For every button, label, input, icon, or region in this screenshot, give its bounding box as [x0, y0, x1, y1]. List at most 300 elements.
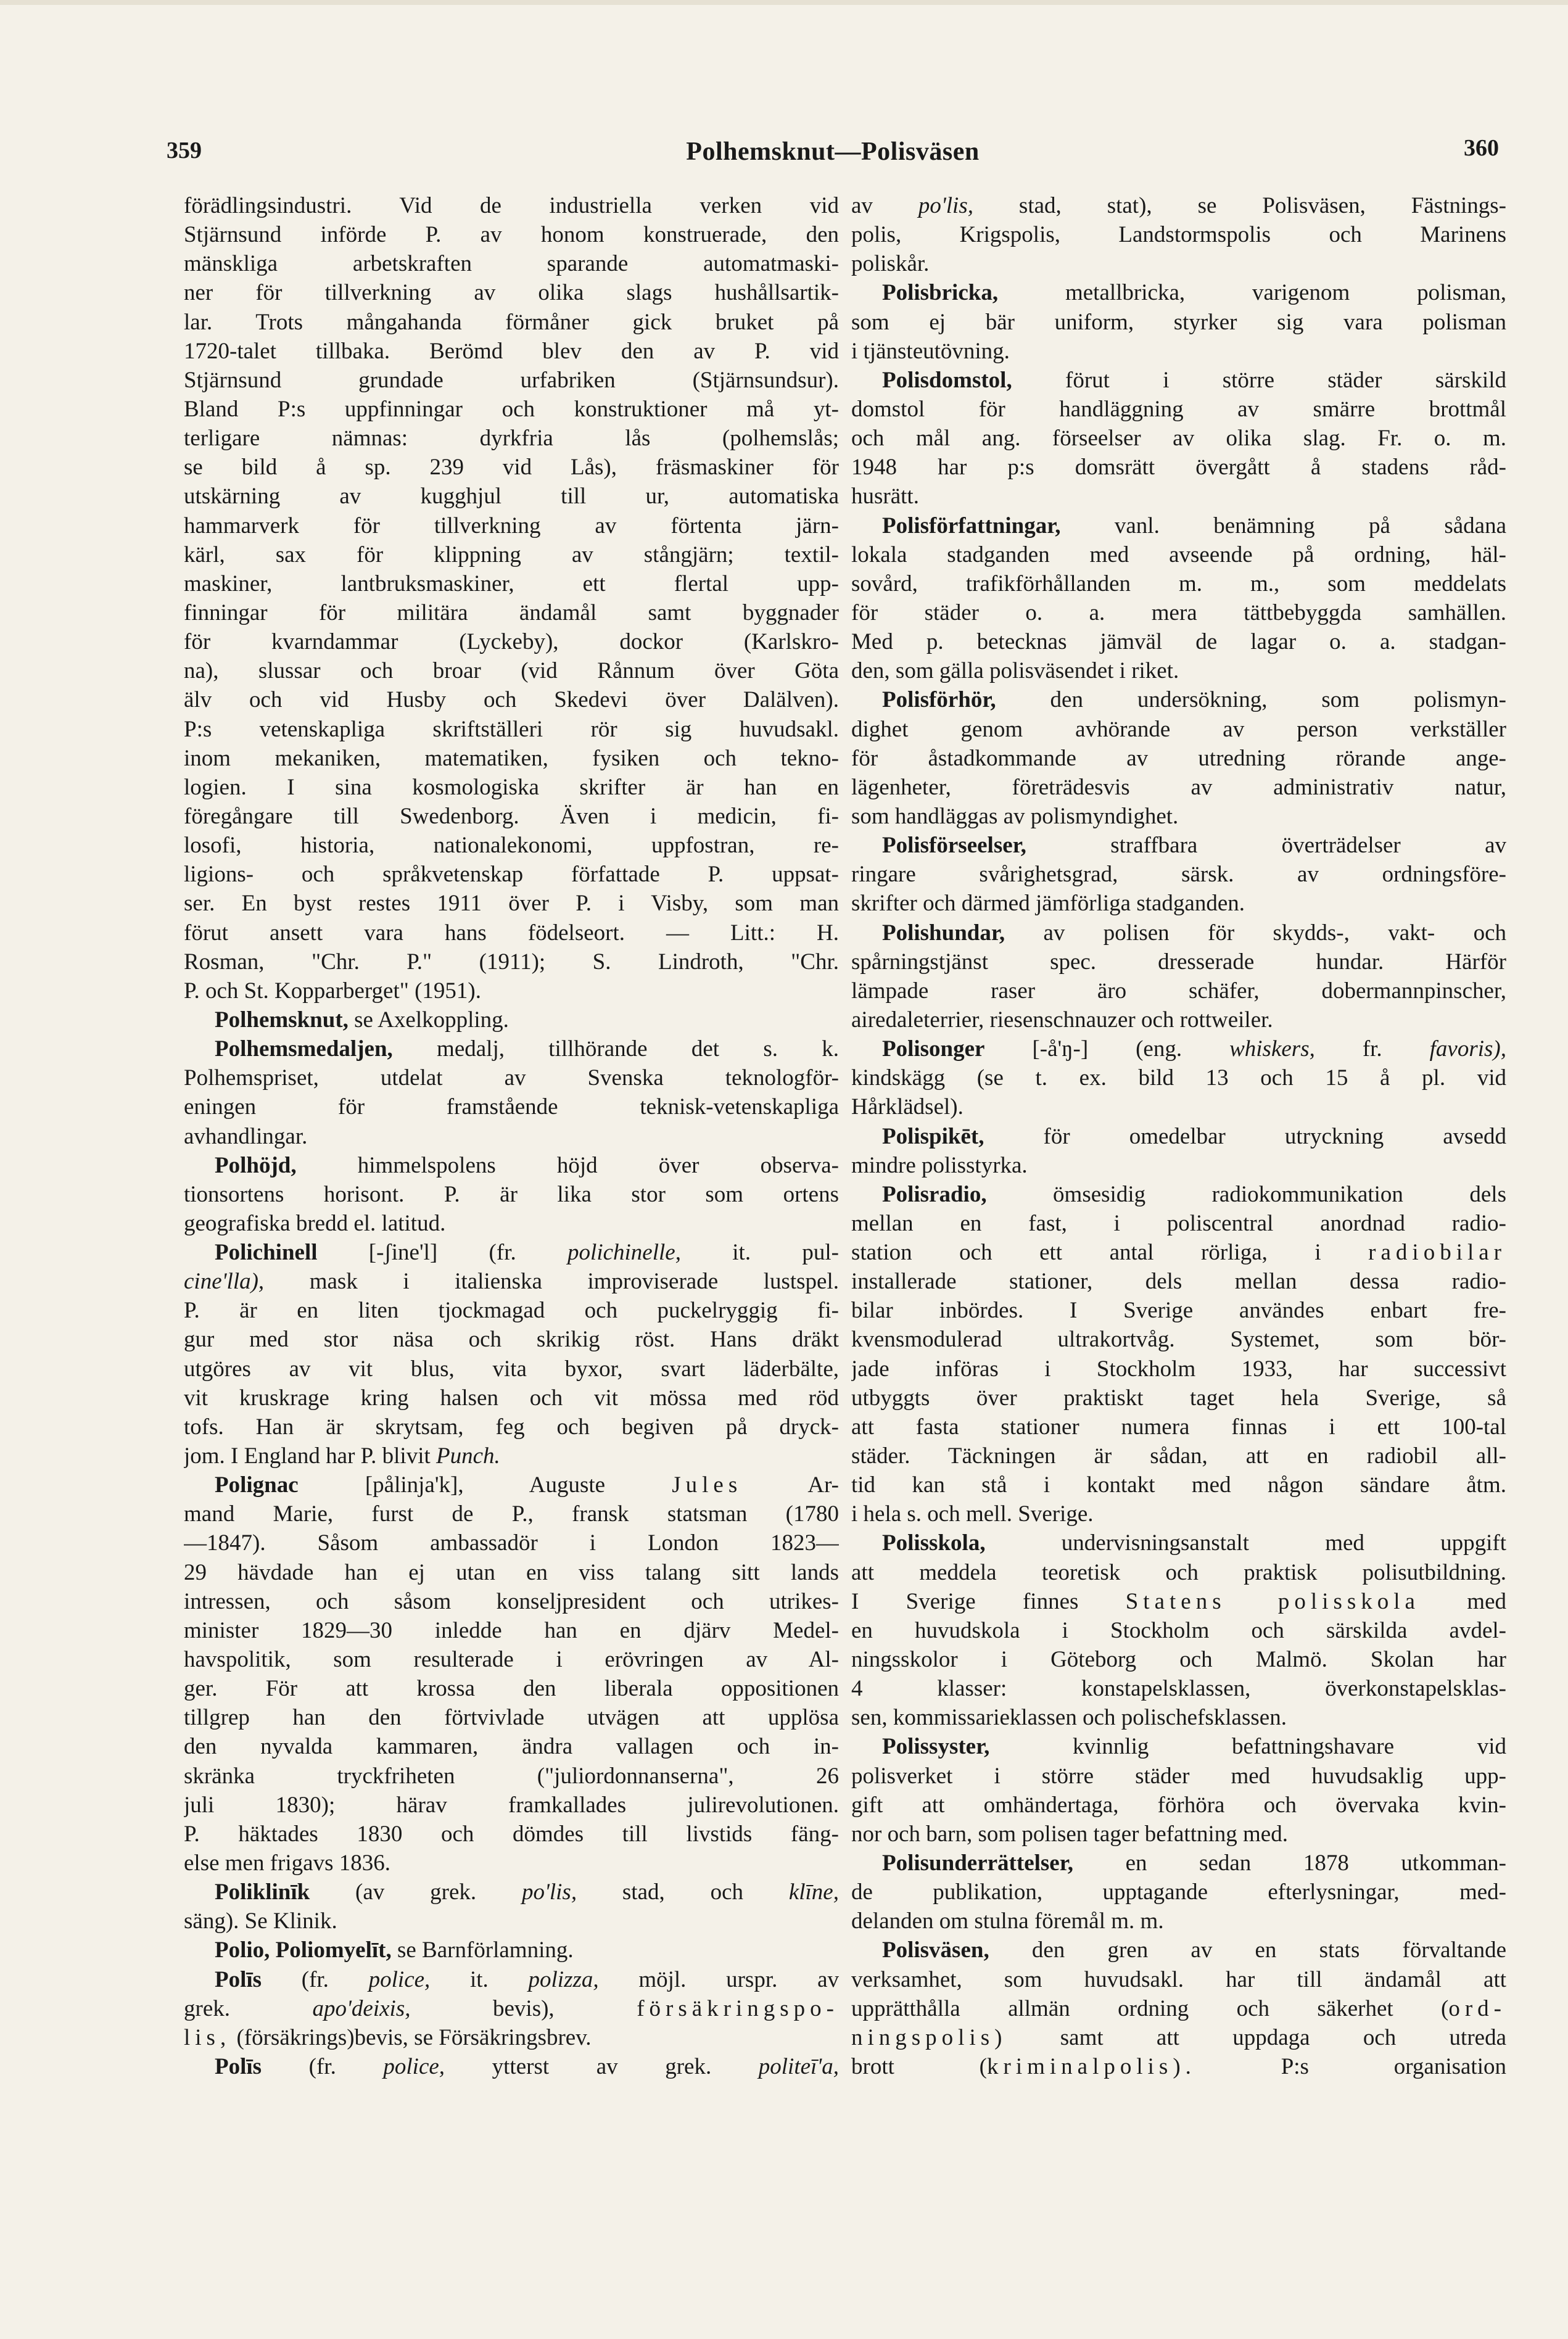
- text-run: intressen, och såsom konseljpresident och utrikes-: [184, 1588, 839, 1614]
- text-run: [-ʃine'l] (fr.: [317, 1240, 568, 1266]
- text-run: 1948 har p:s domsrätt övergått å stadens råd-: [851, 455, 1506, 481]
- entry-headword: Polisdomstol,: [882, 367, 1012, 393]
- text-line: [851, 2023, 1506, 2052]
- text-run: havspolitik, som resulterade i erövringen av Al-: [184, 1647, 839, 1673]
- text-line: [851, 1092, 1506, 1121]
- text-line: [184, 1092, 839, 1121]
- italic-term: po'lis,: [521, 1879, 577, 1905]
- text-line: [184, 1238, 839, 1267]
- text-run: P. och St. Kopparberget" (1951).: [184, 978, 481, 1004]
- text-run: (fr.: [262, 2054, 384, 2079]
- running-title: Polhemsknut—Polisväsen: [686, 138, 980, 166]
- text-run: finningar för militära ändamål samt byggnader: [184, 600, 839, 625]
- text-line: [184, 1907, 839, 1936]
- text-run: för städer o. a. mera tättbebyggda samhällen.: [851, 600, 1506, 625]
- text-run: jom. I England har P. blivit: [184, 1443, 437, 1469]
- text-line: [851, 453, 1506, 482]
- spaced-term: radiobilar: [1368, 1240, 1506, 1266]
- text-line: [184, 976, 839, 1005]
- text-run: Polhemspriset, utdelat av Svenska teknologför-: [184, 1065, 839, 1091]
- entry-headword: Polīs: [215, 2054, 262, 2079]
- text-run: en huvudskola i Stockholm och särskilda avdel-: [851, 1617, 1506, 1643]
- text-line: [851, 1296, 1506, 1325]
- text-line: [851, 308, 1506, 337]
- text-run: (fr.: [262, 1966, 369, 1992]
- text-line: [184, 1936, 839, 1965]
- text-line: [184, 1965, 839, 1994]
- text-run: städer. Täckningen är sådan, att en radiobil all-: [851, 1443, 1506, 1469]
- text-run: polis, Krigspolis, Landstormspolis och Marinens: [851, 222, 1506, 248]
- text-line: [851, 1209, 1506, 1238]
- text-line: [851, 715, 1506, 744]
- text-run: P:s organisation: [1195, 2054, 1506, 2079]
- page-top-edge: [0, 0, 1568, 5]
- entry-headword: Polīs: [215, 1966, 262, 1992]
- text-run: samt att uppdaga och utreda: [1007, 2024, 1506, 2050]
- text-run: se Barnförlamning.: [391, 1937, 574, 1963]
- text-run: airedaleterrier, riesenschnauzer och rottweiler.: [851, 1007, 1273, 1033]
- text-line: [851, 1180, 1506, 1209]
- spaced-term: försäkringspo-: [637, 1995, 839, 2021]
- text-line: [851, 1762, 1506, 1791]
- text-line: [184, 453, 839, 482]
- text-run: installerade stationer, dels mellan dessa radio-: [851, 1269, 1506, 1295]
- text-run: upprätthålla allmän ordning och säkerhet (: [851, 1995, 1449, 2021]
- text-run: fr.: [1314, 1036, 1430, 1062]
- text-run: för kvarndammar (Lyckeby), dockor (Karlskro-: [184, 629, 839, 655]
- entry-headword: Polhöjd,: [215, 1152, 297, 1178]
- text-run: delanden om stulna föremål m. m.: [851, 1908, 1164, 1934]
- text-run: med: [1419, 1588, 1506, 1614]
- entry-headword: Polisförhör,: [882, 687, 996, 713]
- spaced-term: Jules: [672, 1472, 743, 1498]
- text-run: ringare svårighetsgrad, särsk. av ordningsföre-: [851, 862, 1506, 888]
- italic-term: police,: [368, 1966, 431, 1992]
- text-line: [184, 1471, 839, 1500]
- text-line: [184, 366, 839, 395]
- text-run: förädlingsindustri. Vid de industriella verken vid: [184, 193, 839, 218]
- text-line: [184, 1878, 839, 1907]
- text-run: tionsortens horisont. P. är lika stor som ortens: [184, 1181, 839, 1207]
- text-line: [184, 1151, 839, 1180]
- text-line: [184, 889, 839, 918]
- text-line: [184, 1762, 839, 1791]
- text-run: lämpade raser äro schäfer, dobermannpinscher,: [851, 978, 1506, 1004]
- text-run: sen, kommissarieklassen och polischefsklassen.: [851, 1705, 1287, 1731]
- text-run: it.: [430, 1966, 529, 1992]
- text-line: [851, 1674, 1506, 1703]
- text-line: [184, 220, 839, 249]
- text-line: [184, 1063, 839, 1092]
- text-run: kindskägg (se t. ex. bild 13 och 15 å pl. vid: [851, 1065, 1506, 1091]
- text-line: [184, 1413, 839, 1442]
- text-line: [851, 1355, 1506, 1384]
- text-run: geografiska bredd el. latitud.: [184, 1210, 446, 1236]
- entry-headword: Polhemsknut,: [215, 1007, 349, 1033]
- text-run: grek.: [184, 1995, 313, 2021]
- text-run: stad, stat), se Polisväsen, Fästnings-: [973, 193, 1506, 218]
- text-line: [851, 656, 1506, 685]
- text-run: logien. I sina kosmologiska skrifter är han en: [184, 774, 839, 800]
- spaced-term: ningspolis): [851, 2024, 1007, 2050]
- text-run: ser. En byst restes 1911 över P. i Visby, som man: [184, 891, 839, 917]
- text-run: [-å'ŋ-] (eng.: [984, 1036, 1230, 1062]
- text-line: [851, 598, 1506, 627]
- entry-headword: Polichinell: [215, 1240, 318, 1266]
- italic-term: Punch.: [436, 1443, 500, 1469]
- italic-term: klīne,: [788, 1879, 839, 1905]
- text-line: [184, 424, 839, 453]
- entry-headword: Polishundar,: [882, 920, 1005, 946]
- text-line: [184, 1645, 839, 1674]
- text-line: [851, 1384, 1506, 1413]
- text-run: kvensmodulerad ultrakortvåg. Systemet, som bör-: [851, 1327, 1506, 1353]
- text-run: förut i större städer särskild: [1012, 367, 1506, 393]
- italic-term: whiskers,: [1229, 1036, 1315, 1062]
- text-run: dighet genom avhörande av person verkställer: [851, 716, 1506, 742]
- text-run: en sedan 1878 utkomman-: [1073, 1850, 1506, 1876]
- text-line: [851, 249, 1506, 278]
- text-run: maskiner, lantbruksmaskiner, ett flertal upp-: [184, 571, 839, 596]
- entry-headword: Polio, Poliomyelīt,: [215, 1937, 392, 1963]
- text-line: [184, 1267, 839, 1296]
- text-line: [851, 191, 1506, 220]
- text-line: [851, 1500, 1506, 1528]
- text-run: tillgrep han den förtvivlade utvägen att upplösa: [184, 1705, 839, 1731]
- text-run: ningsskolor i Göteborg och Malmö. Skolan har: [851, 1647, 1506, 1673]
- text-run: I Sverige finnes: [851, 1588, 1126, 1614]
- text-run: himmelspolens höjd över observa-: [296, 1152, 839, 1178]
- text-run: undervisningsanstalt med uppgift: [985, 1530, 1506, 1556]
- text-line: [184, 1587, 839, 1616]
- text-line: [184, 1674, 839, 1703]
- text-run: brott (: [851, 2054, 987, 2079]
- text-line: [184, 1034, 839, 1063]
- text-line: [851, 1528, 1506, 1557]
- text-line: [184, 1994, 839, 2023]
- text-line: [184, 1849, 839, 1878]
- text-line: [184, 685, 839, 714]
- text-line: [851, 337, 1506, 366]
- text-run: säng). Se Klinik.: [184, 1908, 337, 1934]
- text-line: [184, 1005, 839, 1034]
- italic-term: politeī'a,: [758, 2054, 839, 2079]
- text-line: [184, 249, 839, 278]
- text-line: [851, 1063, 1506, 1092]
- text-line: [184, 1384, 839, 1413]
- text-run: spårningstjänst spec. dresserade hundar. Härför: [851, 949, 1506, 975]
- text-run: i hela s. och mell. Sverige.: [851, 1501, 1094, 1527]
- text-line: [184, 308, 839, 337]
- text-line: [184, 773, 839, 802]
- text-line: [851, 1849, 1506, 1878]
- text-line: [184, 715, 839, 744]
- text-run: att meddela teoretisk och praktisk polisutbildning.: [851, 1559, 1506, 1585]
- text-run: terligare nämnas: dyrkfria lås (polhemslås;: [184, 426, 839, 452]
- text-run: tofs. Han är skrytsam, feg och begiven på dryck-: [184, 1414, 839, 1440]
- text-run: skränka tryckfriheten ("juliordonnanserna", 26: [184, 1763, 839, 1789]
- text-run: i tjänsteutövning.: [851, 338, 1010, 364]
- entry-headword: Polispikēt,: [882, 1123, 984, 1149]
- text-run: jade införas i Stockholm 1933, har successivt: [851, 1356, 1506, 1382]
- text-run: av: [851, 193, 918, 218]
- text-line: [851, 1471, 1506, 1500]
- text-line: [184, 1820, 839, 1849]
- text-run: (av grek.: [310, 1879, 522, 1905]
- text-run: ner för tillverkning av olika slags hushållsartik-: [184, 280, 839, 306]
- entry-headword: Polisskola,: [882, 1530, 986, 1556]
- text-run: lägenheter, företrädesvis av administrativ natur,: [851, 774, 1506, 800]
- text-run: den nyvalda kammaren, ändra vallagen och in-: [184, 1734, 839, 1760]
- text-line: [851, 1442, 1506, 1471]
- text-run: metallbricka, varigenom polisman,: [998, 280, 1506, 306]
- text-line: [184, 1355, 839, 1384]
- text-line: [184, 656, 839, 685]
- italic-term: polichinelle,: [567, 1240, 681, 1266]
- text-line: [184, 1180, 839, 1209]
- text-run: minister 1829—30 inledde han en djärv Medel-: [184, 1617, 839, 1643]
- text-line: [184, 598, 839, 627]
- text-line: [184, 1791, 839, 1820]
- text-line: [184, 395, 839, 424]
- text-line: [851, 540, 1506, 569]
- right-page-number: 360: [1464, 135, 1499, 161]
- text-run: straffbara överträdelser av: [1026, 833, 1506, 859]
- text-line: [184, 337, 839, 366]
- text-line: [851, 1238, 1506, 1267]
- text-line: [184, 1616, 839, 1645]
- entry-headword: Polissyster,: [882, 1734, 990, 1760]
- text-run: utbyggts över praktiskt taget hela Sverige, så: [851, 1385, 1506, 1411]
- text-line: [851, 1645, 1506, 1674]
- text-line: [184, 511, 839, 540]
- text-run: mindre polisstyrka.: [851, 1152, 1028, 1178]
- text-run: bilar inbördes. I Sverige användes enbart fre-: [851, 1298, 1506, 1324]
- text-run: se bild å sp. 239 vid Lås), fräsmaskiner för: [184, 455, 839, 481]
- text-line: [851, 1413, 1506, 1442]
- text-run: gift att omhändertaga, förhöra och övervaka kvin-: [851, 1792, 1506, 1818]
- text-line: [184, 1732, 839, 1761]
- spaced-term: kriminalpolis).: [987, 2054, 1196, 2079]
- text-run: kärl, sax för klippning av stångjärn; textil-: [184, 542, 839, 567]
- text-run: av polisen för skydds-, vakt- och: [1005, 920, 1506, 946]
- text-line: [851, 511, 1506, 540]
- text-run: 1720-talet tillbaka. Berömd blev den av P. vid: [184, 338, 839, 364]
- text-line: [851, 1151, 1506, 1180]
- spaced-term: ord-: [1448, 1995, 1506, 2021]
- right-text-column: [851, 191, 1506, 2081]
- text-run: för åstadkommande av utredning rörande ange-: [851, 745, 1506, 771]
- text-run: Rosman, "Chr. P." (1911); S. Lindroth, "Chr.: [184, 949, 839, 975]
- text-line: [851, 1878, 1506, 1907]
- text-run: som ej bär uniform, styrker sig vara polisman: [851, 309, 1506, 335]
- text-run: vit kruskrage kring halsen och vit mössa med röd: [184, 1385, 839, 1411]
- entry-headword: Polisradio,: [882, 1181, 987, 1207]
- text-line: [851, 2052, 1506, 2081]
- text-line: [184, 191, 839, 220]
- text-run: bevis),: [410, 1995, 637, 2021]
- text-run: lar. Trots mångahanda förmåner gick bruket på: [184, 309, 839, 335]
- text-line: [851, 424, 1506, 453]
- text-line: [851, 976, 1506, 1005]
- spaced-term: lis,: [184, 2024, 231, 2050]
- text-line: [851, 1732, 1506, 1761]
- text-line: [851, 278, 1506, 307]
- text-line: [851, 482, 1506, 511]
- text-line: [184, 860, 839, 889]
- page-header: [167, 137, 1499, 174]
- text-line: [184, 569, 839, 598]
- text-line: [851, 1994, 1506, 2023]
- entry-headword: Polisunderrättelser,: [882, 1850, 1074, 1876]
- text-line: [851, 860, 1506, 889]
- text-line: [851, 1907, 1506, 1936]
- text-run: verksamhet, som huvudsakl. har till ändamål att: [851, 1966, 1506, 1992]
- text-line: [184, 1528, 839, 1557]
- text-run: P:s vetenskapliga skriftställeri rör sig huvudsakl.: [184, 716, 839, 742]
- text-run: mellan en fast, i poliscentral anordnad radio-: [851, 1210, 1506, 1236]
- text-run: mand Marie, furst de P., fransk statsman (1780: [184, 1501, 839, 1527]
- text-line: [851, 1558, 1506, 1587]
- italic-term: apo'deixis,: [312, 1995, 411, 2021]
- text-line: [851, 744, 1506, 773]
- text-run: utgöres av vit blus, vita byxor, svart läderbälte,: [184, 1356, 839, 1382]
- text-run: losofi, historia, nationalekonomi, uppfostran, re-: [184, 833, 839, 859]
- text-run: stad, och: [577, 1879, 789, 1905]
- text-run: Bland P:s uppfinningar och konstruktioner må yt-: [184, 396, 839, 422]
- text-run: P. är en liten tjockmagad och puckelryggig fi-: [184, 1298, 839, 1324]
- text-run: eningen för framstående teknisk-vetenskapliga: [184, 1094, 839, 1120]
- text-run: ytterst av grek.: [445, 2054, 759, 2079]
- text-run: och mål ang. förseelser av olika slag. Fr. o. m.: [851, 426, 1506, 452]
- text-line: [184, 744, 839, 773]
- text-run: vanl. benämning på sådana: [1060, 513, 1506, 538]
- entry-headword: Polisonger: [882, 1036, 985, 1062]
- text-run: polisverket i större städer med huvudsaklig upp-: [851, 1763, 1506, 1789]
- text-run: skrifter och därmed jämförliga stadganden.: [851, 891, 1245, 917]
- text-line: [184, 831, 839, 860]
- text-run: ligions- och språkvetenskap författade P. uppsat-: [184, 862, 839, 888]
- text-line: [851, 773, 1506, 802]
- entry-headword: Polignac: [215, 1472, 299, 1498]
- text-line: [851, 627, 1506, 656]
- spaced-term: Statens polisskola: [1125, 1588, 1420, 1614]
- entry-headword: Polisbricka,: [882, 280, 999, 306]
- text-run: hammarverk för tillverkning av förtenta järn-: [184, 513, 839, 538]
- text-run: Med p. betecknas jämväl de lagar o. a. stadgan-: [851, 629, 1506, 655]
- left-page-number: 359: [167, 138, 202, 163]
- text-run: de publikation, upptagande efterlysningar, med-: [851, 1879, 1506, 1905]
- text-line: [851, 831, 1506, 860]
- text-line: [184, 278, 839, 307]
- text-run: medalj, tillhörande det s. k.: [392, 1036, 839, 1062]
- text-line: [184, 1442, 839, 1471]
- text-run: som handläggas av polismyndighet.: [851, 803, 1179, 829]
- text-line: [851, 1703, 1506, 1732]
- text-line: [184, 2052, 839, 2081]
- text-line: [184, 1703, 839, 1732]
- text-run: inom mekaniken, matematiken, fysiken och tekno-: [184, 745, 839, 771]
- left-text-column: [184, 191, 839, 2081]
- text-run: 29 hävdade han ej utan en viss talang sitt lands: [184, 1559, 839, 1585]
- text-run: förut ansett vara hans födelseort. — Litt.: H.: [184, 920, 839, 946]
- text-line: [851, 1965, 1506, 1994]
- text-line: [184, 1325, 839, 1354]
- italic-term: cine'lla),: [184, 1269, 265, 1295]
- text-line: [851, 1325, 1506, 1354]
- text-line: [184, 1558, 839, 1587]
- text-line: [851, 918, 1506, 947]
- text-line: [851, 366, 1506, 395]
- text-run: föregångare till Swedenborg. Även i medicin, fi-: [184, 803, 839, 829]
- text-run: mänskliga arbetskraften sparande automatmaski-: [184, 251, 839, 277]
- text-run: tid kan stå i kontakt med någon sändare åtm.: [851, 1472, 1506, 1498]
- text-run: nor och barn, som polisen tager befattning med.: [851, 1821, 1288, 1847]
- italic-term: favoris),: [1429, 1036, 1506, 1062]
- text-line: [851, 802, 1506, 831]
- text-run: gur med stor näsa och skrikig röst. Hans dräkt: [184, 1327, 839, 1353]
- text-run: utskärning av kugghjul till ur, automatiska: [184, 484, 839, 509]
- text-run: Stjärnsund grundade urfabriken (Stjärnsundsur).: [184, 367, 839, 393]
- text-run: möjl. urspr. av: [598, 1966, 839, 1992]
- text-run: se Axelkoppling.: [348, 1007, 509, 1033]
- text-run: husrätt.: [851, 484, 919, 509]
- text-run: älv och vid Husby och Skedevi över Dalälven).: [184, 687, 839, 713]
- entry-headword: Poliklinīk: [215, 1879, 310, 1905]
- text-run: kvinnlig befattningshavare vid: [989, 1734, 1506, 1760]
- text-run: station och ett antal rörliga, i: [851, 1240, 1369, 1266]
- entry-headword: Polhemsmedaljen,: [215, 1036, 393, 1062]
- text-run: lokala stadganden med avseende på ordning, häl-: [851, 542, 1506, 567]
- text-run: P. häktades 1830 och dömdes till livstids fäng-: [184, 1821, 839, 1847]
- text-line: [184, 482, 839, 511]
- text-line: [184, 918, 839, 947]
- text-line: [184, 540, 839, 569]
- text-run: den gren av en stats förvaltande: [989, 1937, 1506, 1963]
- text-line: [851, 395, 1506, 424]
- entry-headword: Polisväsen,: [882, 1937, 989, 1963]
- text-line: [184, 627, 839, 656]
- text-line: [184, 802, 839, 831]
- text-run: sovård, trafikförhållanden m. m., som meddelats: [851, 571, 1506, 596]
- text-run: juli 1830); härav framkallades julirevolutionen.: [184, 1792, 839, 1818]
- entry-headword: Polisförfattningar,: [882, 513, 1061, 538]
- text-run: [pålinja'k], Auguste: [298, 1472, 672, 1498]
- text-line: [851, 1005, 1506, 1034]
- text-run: ömsesidig radiokommunikation dels: [986, 1181, 1506, 1207]
- italic-term: po'lis,: [918, 193, 973, 218]
- text-line: [851, 1820, 1506, 1849]
- text-run: (försäkrings)bevis, se Försäkringsbrev.: [231, 2024, 592, 2050]
- text-line: [851, 947, 1506, 976]
- text-run: Hårklädsel).: [851, 1094, 963, 1120]
- text-line: [851, 1616, 1506, 1645]
- text-line: [184, 1296, 839, 1325]
- text-run: för omedelbar utryckning avsedd: [984, 1123, 1506, 1149]
- italic-term: polizza,: [528, 1966, 599, 1992]
- text-run: na), slussar och broar (vid Rånnum över Göta: [184, 658, 839, 684]
- text-line: [184, 947, 839, 976]
- text-run: domstol för handläggning av smärre brottmål: [851, 396, 1506, 422]
- text-line: [851, 1587, 1506, 1616]
- text-run: Stjärnsund införde P. av honom konstruerade, den: [184, 222, 839, 248]
- text-run: it. pul-: [680, 1240, 839, 1266]
- text-run: 4 klasser: konstapelsklassen, överkonstapelsklas-: [851, 1676, 1506, 1702]
- text-line: [851, 1791, 1506, 1820]
- text-run: den undersökning, som polismyn-: [996, 687, 1506, 713]
- text-run: den, som gälla polisväsendet i riket.: [851, 658, 1179, 684]
- text-run: else men frigavs 1836.: [184, 1850, 390, 1876]
